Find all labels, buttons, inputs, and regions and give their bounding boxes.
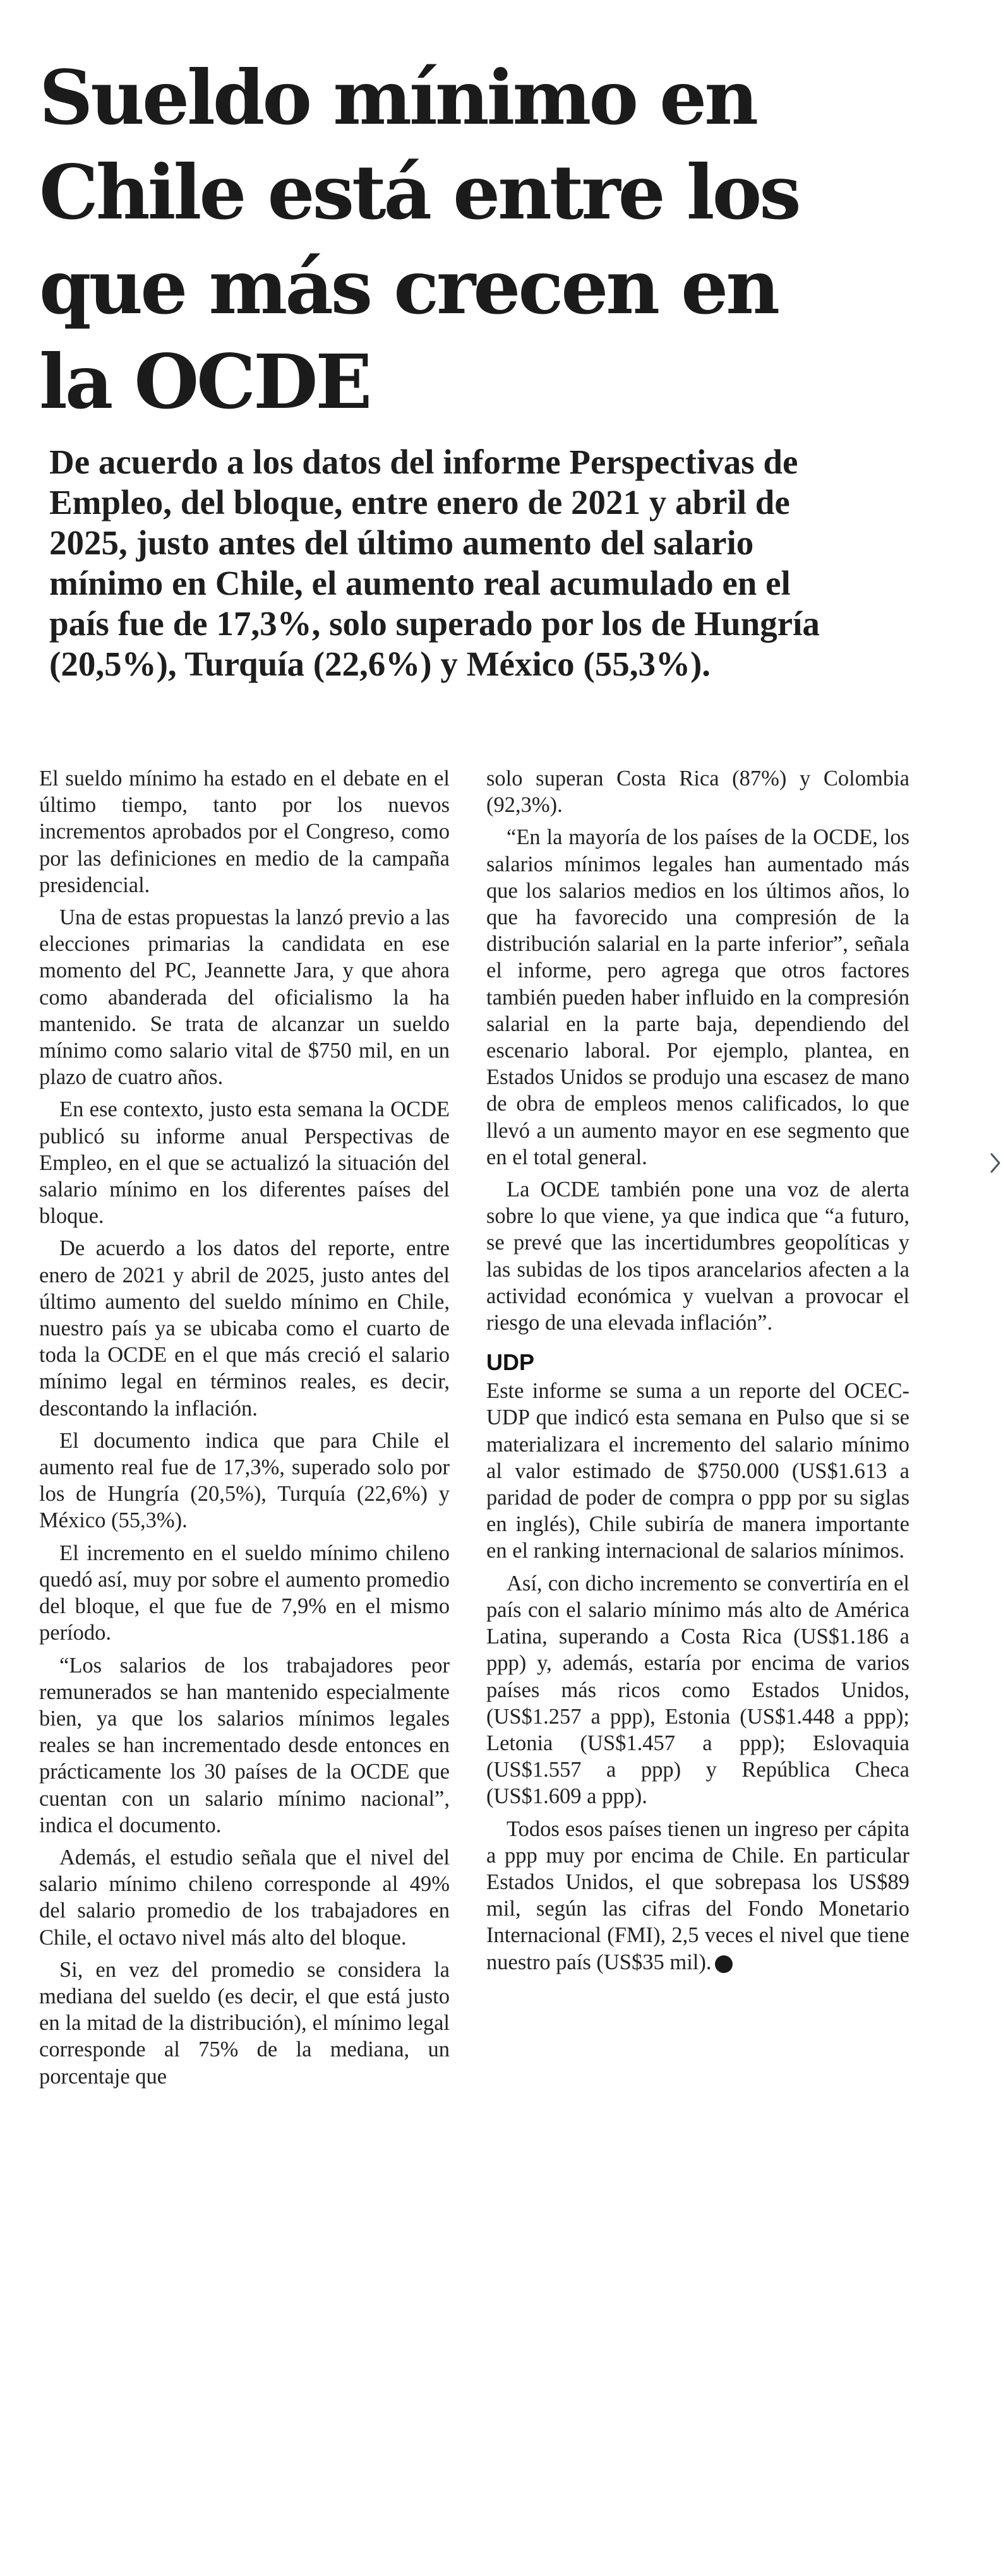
body-paragraph-last xyxy=(486,1816,909,1976)
deck-line: (20,5%), Turquía (22,6%) y México (55,3%). xyxy=(49,645,711,683)
headline-line: la OCDE xyxy=(39,338,370,426)
section-subhead: UDP xyxy=(486,1349,535,1376)
body-paragraph: Este informe se suma a un reporte del OCEC-UDP que indicó esta semana en Pulso que si se materializara el incremento del salario mínimo al valor estimado de $750.000 (US$1.613 a paridad de poder de compra o ppp por su siglas en inglés), Chile subiría de manera importante en el ranking internacional de salarios mínimos. xyxy=(486,1379,909,1563)
body-paragraph: En ese contexto, justo esta semana la OCDE publicó su informe anual Perspectivas de Empleo, en el que se actualizó la situación del salario mínimo en los diferentes países del bloque. xyxy=(39,1097,450,1229)
deck-line: Empleo, del bloque, entre enero de 2021 y abril de xyxy=(49,483,790,522)
body-paragraph: solo superan Costa Rica (87%) y Colombia (92,3%). xyxy=(486,766,909,818)
deck-line: país fue de 17,3%, solo superado por los de Hungría xyxy=(49,604,820,643)
body-column-right xyxy=(486,765,909,1981)
headline-line: que más crecen en xyxy=(39,243,778,331)
deck-summary xyxy=(49,442,889,684)
body-paragraph: “En la mayoría de los países de la OCDE, los salarios mínimos legales han aumentado más que los salarios medios en los últimos años, lo que ha favorecido una compresión de la distribución salarial en la parte inferior”, señala el informe, pero agrega que otros factores también pueden haber influido en la compresión salarial en la parte baja, dependiendo del escenario laboral. Por ejemplo, plantea, en Estados Unidos se produjo una escasez de mano de obra de empleos menos calificados, lo que llevó a un aumento mayor en ese segmento que en el total general. xyxy=(486,825,909,1169)
chevron-right-icon[interactable] xyxy=(987,1150,1004,1176)
body-paragraph: Así, con dicho incremento se convertiría en el país con el salario mínimo más alto de América Latina, superando a Costa Rica (US$1.186 a ppp) y, además, estaría por encima de varios países más ricos como Estados Unidos, (US$1.257 a ppp), Estonia (US$1.448 a ppp); Letonia (US$1.457 a ppp); Eslovaquia (US$1.557 a ppp) y República Checa (US$1.609 a ppp). xyxy=(486,1571,909,1809)
headline-line: Sueldo mínimo en xyxy=(39,54,757,141)
body-paragraph: “Los salarios de los trabajadores peor remunerados se han mantenido especialmente bien, ya que los salarios mínimos legales reales se han incrementado desde entonces en prácticamente los 30 países de la OCDE que cuentan con un salario mínimo nacional”, indica el documento. xyxy=(39,1653,450,1837)
body-paragraph: Si, en vez del promedio se considera la mediana del sueldo (es decir, el que está justo en la mitad de la distribución), el mínimo legal corresponde al 75% de la mediana, un porcentaje que xyxy=(39,1957,450,2089)
body-paragraph-text: Todos esos países tienen un ingreso per cápita a ppp muy por encima de Chile. En particular Estados Unidos, el que sobrepasa los US$89 mil, según las cifras del Fondo Monetario Internacional (FMI), 2,5 veces el nivel que tiene nuestro país (US$35 mil). xyxy=(486,1816,909,1974)
body-paragraph: Además, el estudio señala que el nivel del salario mínimo chileno corresponde al 49% del salario promedio de los trabajadores en Chile, el octavo nivel más alto del bloque. xyxy=(39,1845,450,1950)
body-paragraph: De acuerdo a los datos del reporte, entre enero de 2021 y abril de 2025, justo antes del último aumento del sueldo mínimo en Chile, nuestro país ya se ubicaba como el cuarto de toda la OCDE en el que más creció el salario mínimo legal en términos reales, es decir, descontando la inflación. xyxy=(39,1236,450,1421)
body-paragraph: Una de estas propuestas la lanzó previo a las elecciones primarias la candidata en ese momento del PC, Jeannette Jara, y que ahora como abanderada del oficialismo la ha mantenido. Se trata de alcanzar un sueldo mínimo como salario vital de $750 mil, en un plazo de cuatro años. xyxy=(39,905,450,1090)
body-column-left xyxy=(39,765,450,2096)
deck-line: 2025, justo antes del último aumento del salario xyxy=(49,523,754,562)
body-paragraph: El incremento en el sueldo mínimo chileno quedó así, muy por sobre el aumento promedio del bloque, el que fue de 7,9% en el mismo período. xyxy=(39,1541,450,1645)
body-paragraph: El documento indica que para Chile el aumento real fue de 17,3%, superado solo por los de Hungría (20,5%), Turquía (22,6%) y México (55,3%). xyxy=(39,1428,450,1533)
deck-line: mínimo en Chile, el aumento real acumulado en el xyxy=(49,564,791,602)
end-mark-icon: P xyxy=(715,1955,733,1973)
headline-line: Chile está entre los xyxy=(39,148,799,236)
body-paragraph: El sueldo mínimo ha estado en el debate en el último tiempo, tanto por los nuevos incrementos aprobados por el Congreso, como por las definiciones en medio de la campaña presidencial. xyxy=(39,766,450,897)
headline xyxy=(39,51,923,429)
deck-line: De acuerdo a los datos del informe Perspectivas de xyxy=(49,443,798,481)
body-paragraph: La OCDE también pone una voz de alerta sobre lo que viene, ya que indica que “a futuro, se prevé que las incertidumbres geopolíticas y las subidas de los tipos arancelarios afecten a la actividad económica y vuelvan a provocar el riesgo de una elevada inflación”. xyxy=(486,1178,909,1335)
